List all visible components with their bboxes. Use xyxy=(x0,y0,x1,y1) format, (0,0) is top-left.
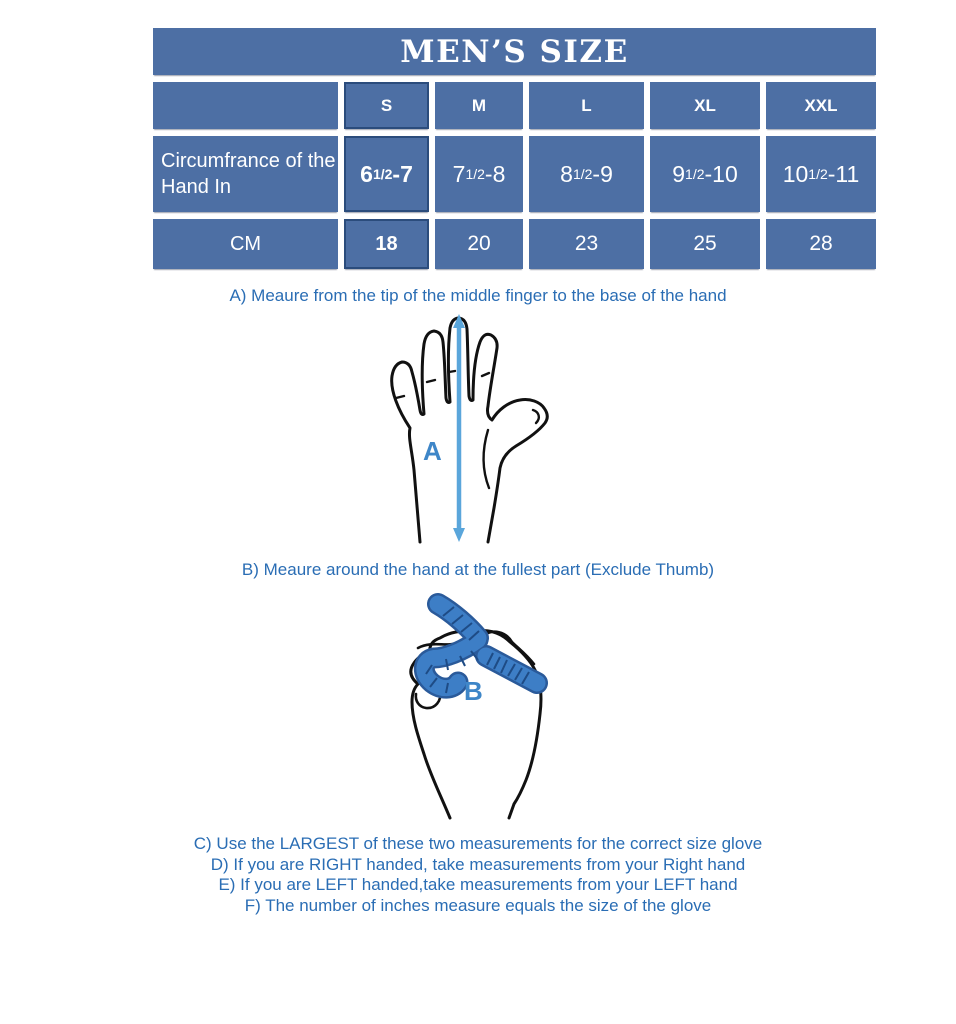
cm-value-xl: 25 xyxy=(650,219,760,269)
corner-cell xyxy=(153,82,338,129)
instruction-e: E) If you are LEFT handed,take measurements from your LEFT hand xyxy=(218,875,738,894)
column-header-m: M xyxy=(435,82,523,129)
table-title: MEN’S SIZE xyxy=(153,28,876,75)
row-label-cm: CM xyxy=(153,219,338,269)
cm-value-l: 23 xyxy=(529,219,644,269)
instruction-b: B) Meaure around the hand at the fullest part (Exclude Thumb) xyxy=(241,560,715,579)
hand-circumference-diagram xyxy=(388,590,570,822)
column-header-xxl: XXL xyxy=(766,82,876,129)
instruction-d: D) If you are RIGHT handed, take measurements from your Right hand xyxy=(210,854,746,874)
cm-value-xxl: 28 xyxy=(766,219,876,269)
size-value-s: 6 1/2 -7 xyxy=(344,136,429,212)
column-header-l: L xyxy=(529,82,644,129)
label-a: A xyxy=(423,436,442,466)
cm-value-s: 18 xyxy=(344,219,429,269)
instruction-f: F) The number of inches measure equals the size of the glove xyxy=(244,895,712,915)
instruction-a: A) Meaure from the tip of the middle finger to the base of the hand xyxy=(229,286,727,305)
hand-length-diagram xyxy=(368,310,590,547)
size-chart-table xyxy=(153,28,876,269)
size-value-xl: 9 1/2 -10 xyxy=(650,136,760,212)
hand-outline xyxy=(392,318,548,542)
cm-value-m: 20 xyxy=(435,219,523,269)
instruction-c: C) Use the LARGEST of these two measurements for the correct size glove xyxy=(193,834,763,853)
footer-notes xyxy=(0,834,956,916)
row-label-circumference: Circumfrance of the Hand In xyxy=(153,136,338,212)
label-b: B xyxy=(464,676,483,706)
column-header-xl: XL xyxy=(650,82,760,129)
size-value-l: 8 1/2 -9 xyxy=(529,136,644,212)
size-value-m: 7 1/2 -8 xyxy=(435,136,523,212)
column-header-s: S xyxy=(344,82,429,129)
size-value-xxl: 10 1/2 -11 xyxy=(766,136,876,212)
